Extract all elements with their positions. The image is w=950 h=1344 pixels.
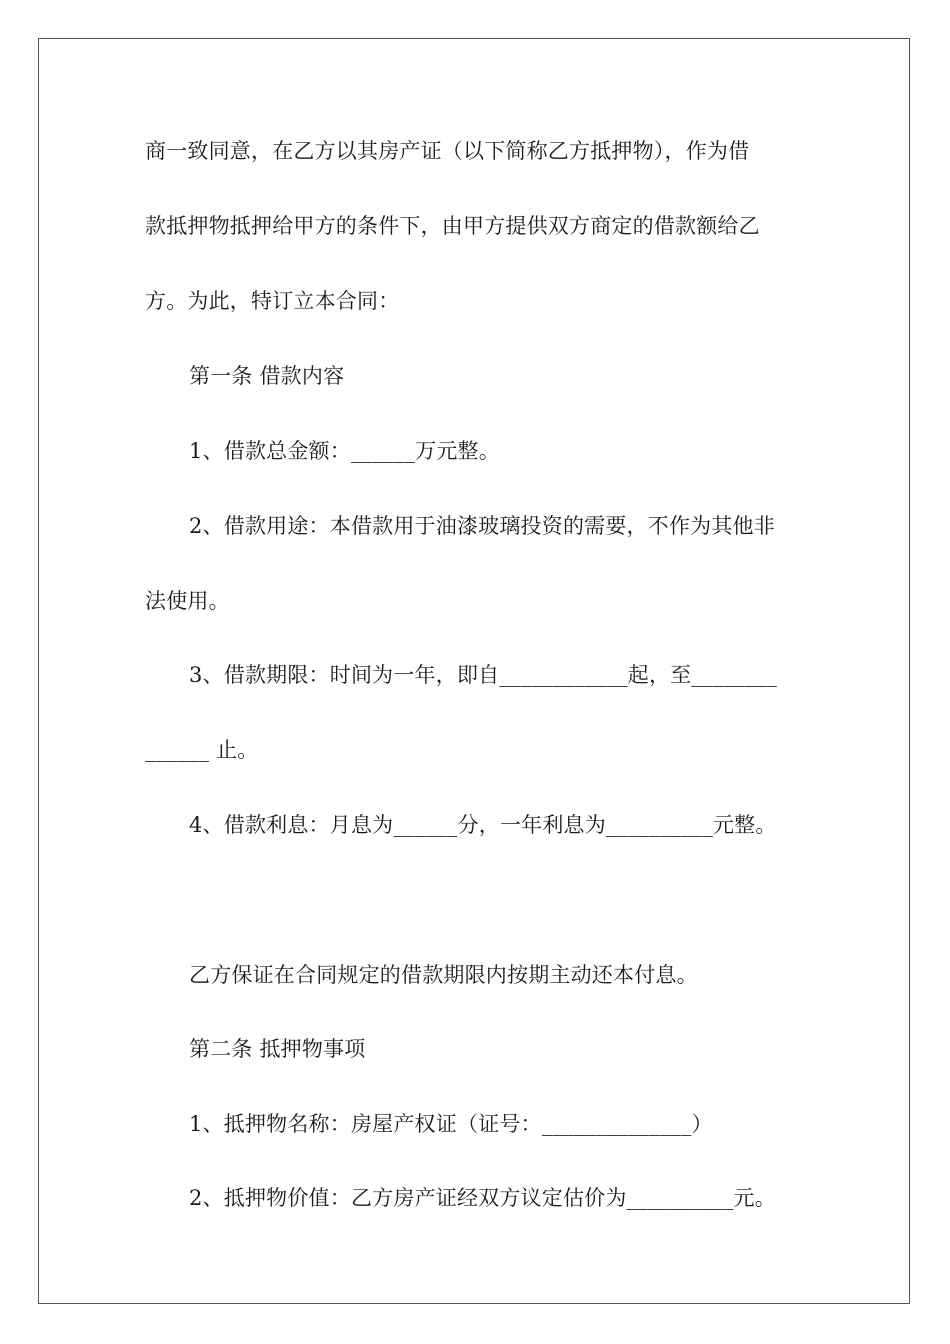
clause-collateral-name: 1、抵押物名称：房屋产权证（证号：______________） bbox=[189, 1112, 713, 1136]
clause-loan-amount: 1、借款总金额：______万元整。 bbox=[189, 439, 500, 463]
paragraph-intro-line-1: 商一致同意，在乙方以其房产证（以下简称乙方抵押物），作为借 bbox=[145, 139, 750, 163]
clause-loan-term-line-2: ______ 止。 bbox=[145, 738, 259, 762]
article-1-heading: 第一条 借款内容 bbox=[189, 364, 345, 388]
clause-collateral-value: 2、抵押物价值：乙方房产证经双方议定估价为__________元。 bbox=[189, 1186, 776, 1210]
clause-loan-purpose-line-2: 法使用。 bbox=[145, 589, 230, 613]
paragraph-intro-line-3: 方。为此，特订立本合同： bbox=[145, 289, 400, 313]
repayment-guarantee: 乙方保证在合同规定的借款期限内按期主动还本付息。 bbox=[189, 963, 698, 987]
paragraph-intro-line-2: 款抵押物抵押给甲方的条件下，由甲方提供双方商定的借款额给乙 bbox=[145, 214, 760, 238]
clause-loan-purpose-line-1: 2、借款用途：本借款用于油漆玻璃投资的需要，不作为其他非 bbox=[189, 514, 775, 538]
article-2-heading: 第二条 抵押物事项 bbox=[189, 1037, 366, 1061]
clause-loan-interest: 4、借款利息：月息为______分，一年利息为__________元整。 bbox=[189, 813, 777, 837]
clause-loan-term-line-1: 3、借款期限：时间为一年，即自____________起，至________ bbox=[189, 663, 777, 687]
